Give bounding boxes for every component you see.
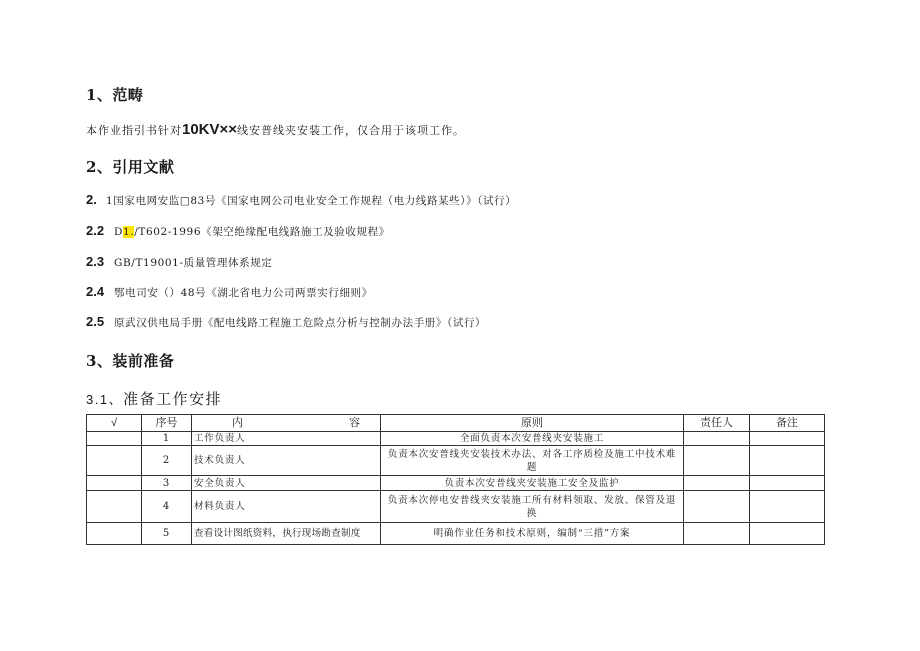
principle-cell: 负责本次停电安普线夹安装施工所有材料领取、发放、保管及退换 — [381, 491, 684, 523]
content-header — [192, 415, 381, 432]
scope-prefix: 本作业指引书针对 — [86, 124, 182, 137]
reference-text-prefix: D — [114, 226, 124, 238]
content-cell: 安全负责人 — [192, 476, 381, 491]
table-row — [87, 432, 825, 446]
owner-cell — [684, 432, 750, 446]
preparation-table — [86, 414, 825, 545]
content-cell: 查看设计图纸资料，执行现场勘查制度 — [192, 523, 381, 545]
note-cell — [750, 491, 825, 523]
reference-text: 原武汉供电局手册《配电线路工程施工危险点分析与控制办法手册》（试行） — [114, 317, 487, 329]
reference-text: /T602-1996《架空绝缘配电线路施工及验收规程》 — [134, 226, 390, 238]
seq-header: 序号 — [142, 415, 192, 432]
reference-item — [86, 284, 373, 300]
note-cell — [750, 523, 825, 545]
scope-paragraph — [86, 121, 465, 138]
table-row — [87, 491, 825, 523]
reference-number: 2.4 — [86, 284, 105, 299]
table-header-row — [87, 415, 825, 432]
principle-header: 原则 — [381, 415, 684, 432]
note-cell — [750, 432, 825, 446]
reference-item — [86, 223, 390, 239]
reference-number: 2.3 — [86, 254, 105, 269]
principle-cell: 负责本次安普线夹安装技术办法、对各工序质检及施工中技术难题 — [381, 446, 684, 476]
seq-cell: 3 — [142, 476, 192, 491]
owner-cell — [684, 476, 750, 491]
reference-text: 1国家电网安监□83号《国家电网公司电业安全工作规程（电力线路某些）》（试行） — [106, 195, 517, 207]
reference-item — [86, 314, 486, 330]
reference-number: 2.2 — [86, 223, 105, 238]
highlighted-text: 1. — [123, 226, 135, 238]
note-cell — [750, 446, 825, 476]
reference-text: 鄂电司安（）48号《湖北省电力公司两票实行细则》 — [114, 287, 373, 299]
note-header: 备注 — [750, 415, 825, 432]
check-cell — [87, 491, 142, 523]
content-header-a: 内 — [232, 416, 243, 429]
content-cell: 工作负责人 — [192, 432, 381, 446]
section-1-heading: 1、范畴 — [86, 86, 144, 104]
content-cell: 材料负责人 — [192, 491, 381, 523]
check-cell — [87, 432, 142, 446]
owner-header: 责任人 — [684, 415, 750, 432]
table-row — [87, 446, 825, 476]
table-row — [87, 523, 825, 545]
check-cell — [87, 476, 142, 491]
seq-cell: 5 — [142, 523, 192, 545]
table-row — [87, 476, 825, 491]
owner-cell — [684, 446, 750, 476]
owner-cell — [684, 491, 750, 523]
owner-cell — [684, 523, 750, 545]
reference-text: GB/T19001-质量管理体系规定 — [114, 257, 273, 269]
check-cell — [87, 446, 142, 476]
reference-item — [86, 254, 272, 270]
reference-number: 2. — [86, 192, 97, 207]
scope-voltage: 10KV×× — [182, 121, 238, 138]
reference-item — [86, 192, 516, 208]
note-cell — [750, 476, 825, 491]
reference-number: 2.5 — [86, 314, 105, 329]
scope-suffix: 线安普线夹安装工作，仅合用于该项工作。 — [237, 124, 466, 137]
principle-cell: 全面负责本次安普线夹安装施工 — [381, 432, 684, 446]
principle-cell: 明确作业任务和技术原则，编制“三措”方案 — [381, 523, 684, 545]
check-cell — [87, 523, 142, 545]
subsection-3-1-heading — [86, 388, 222, 409]
seq-cell: 4 — [142, 491, 192, 523]
principle-cell: 负责本次安普线夹安装施工安全及监护 — [381, 476, 684, 491]
subsection-title: 准备工作安排 — [123, 390, 223, 408]
check-header: √ — [87, 415, 142, 432]
section-2-heading: 2、引用文献 — [86, 158, 175, 176]
content-header-b: 容 — [349, 416, 361, 429]
seq-cell: 2 — [142, 446, 192, 476]
section-3-heading: 3、装前准备 — [86, 352, 175, 370]
seq-cell: 1 — [142, 432, 192, 446]
content-cell: 技术负责人 — [192, 446, 381, 476]
subsection-number: 3.1、 — [86, 392, 124, 407]
